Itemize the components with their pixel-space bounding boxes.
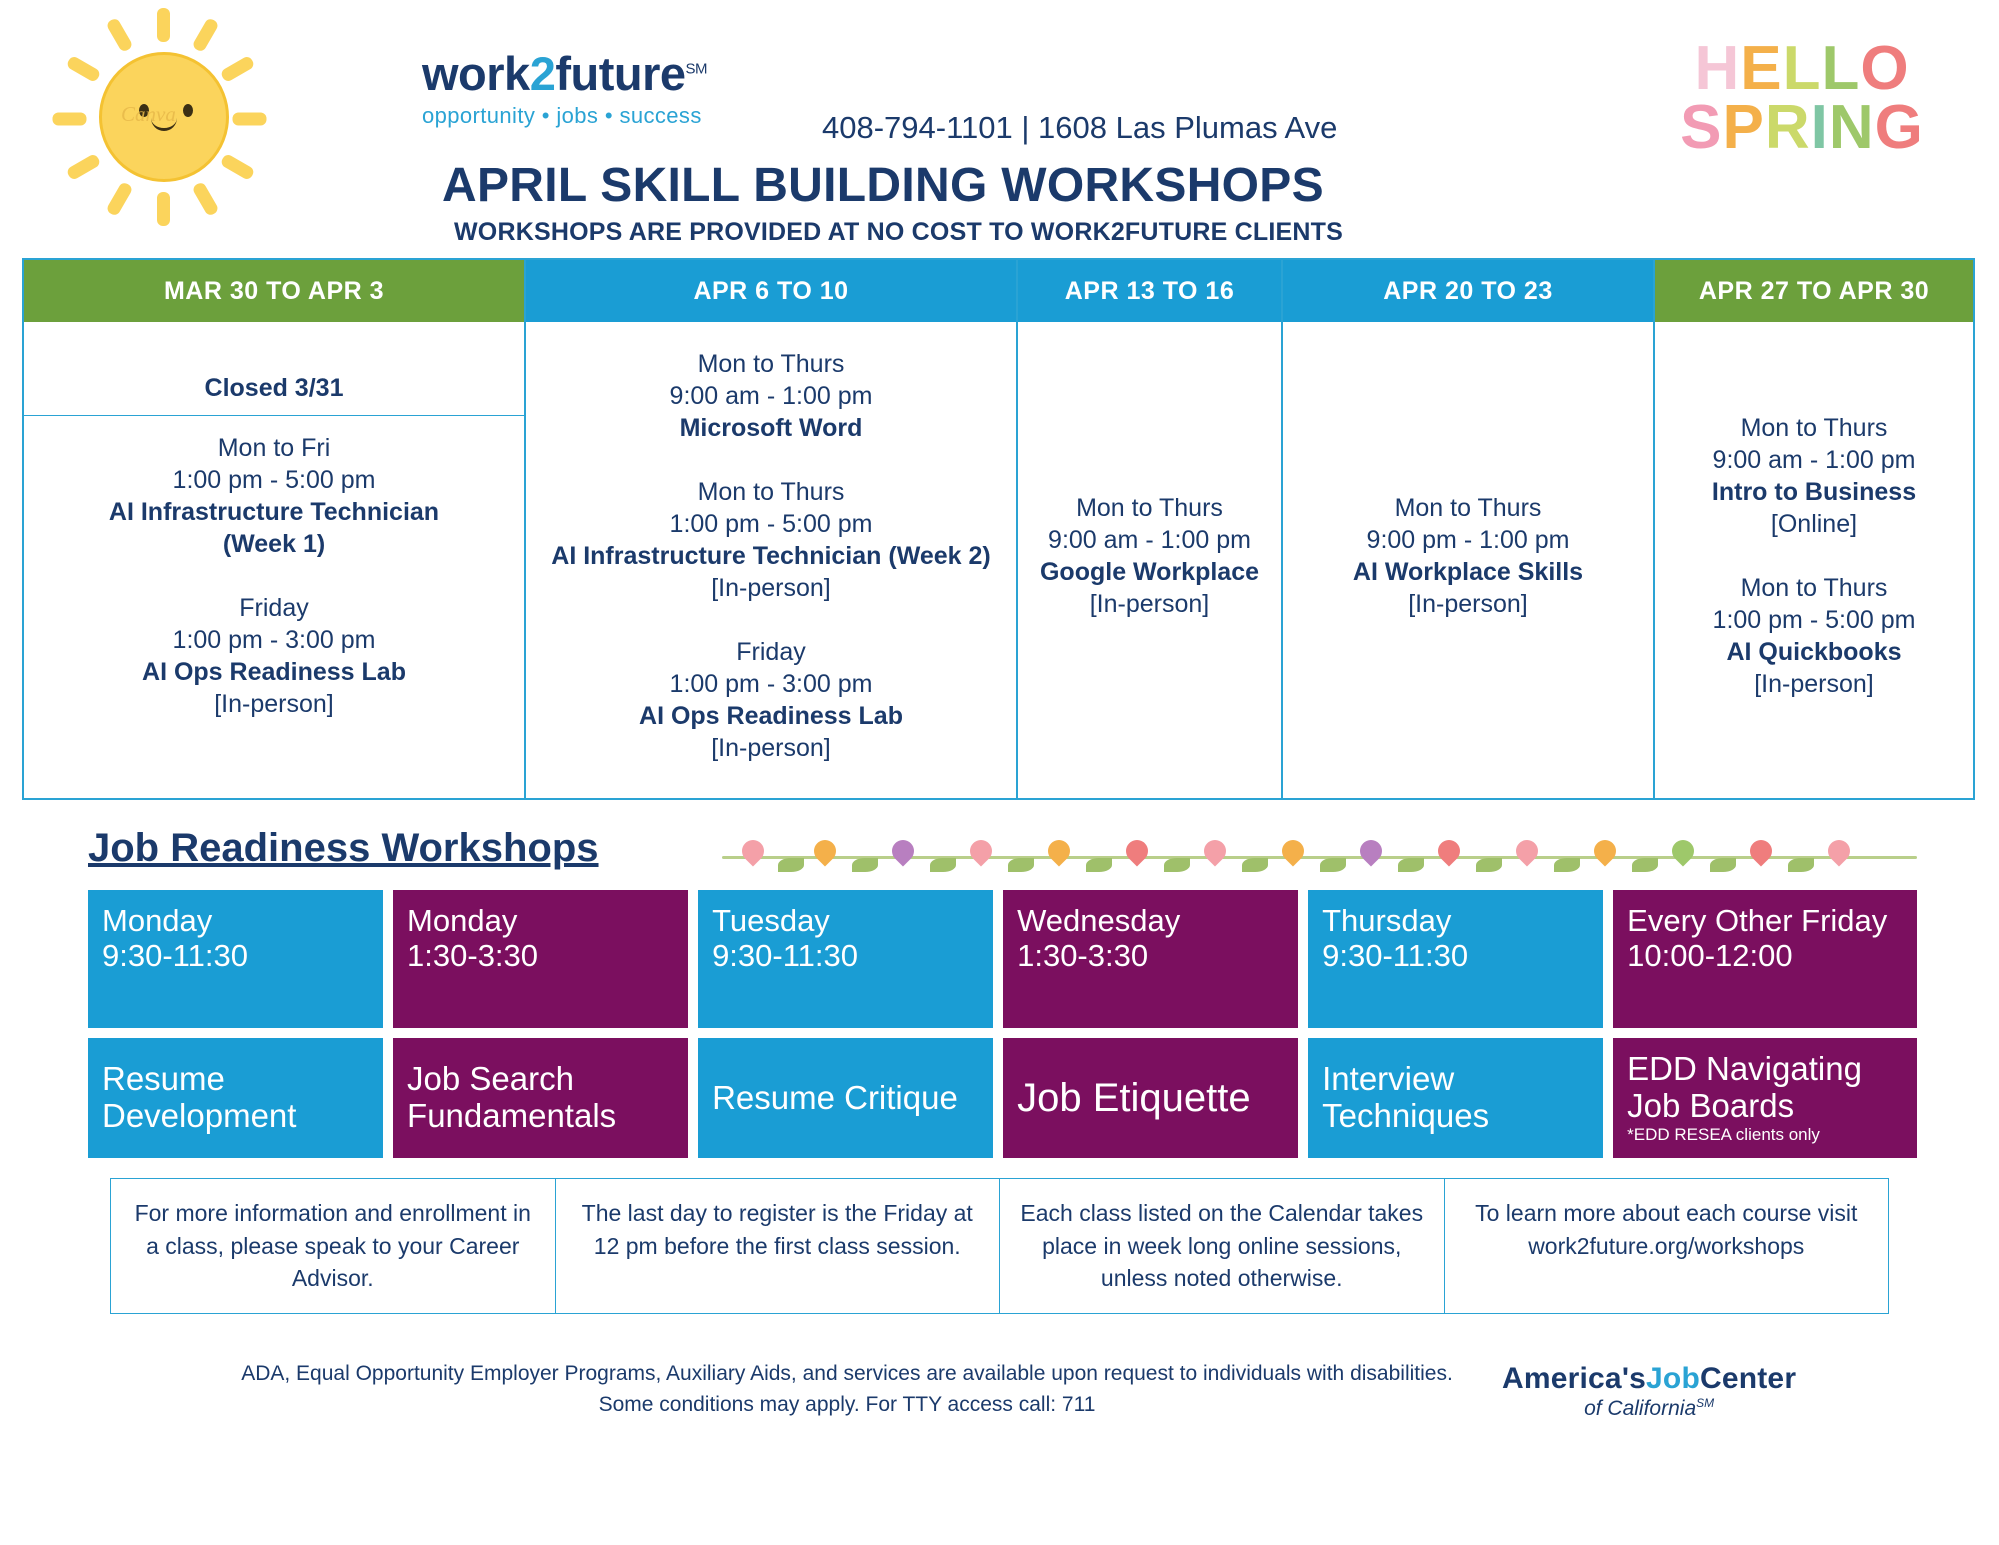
jr-workshop-cell [1003,1038,1298,1158]
job-readiness-column [88,890,383,1158]
entry-time: 9:00 am - 1:00 pm [1712,446,1916,474]
entry-format: [In-person] [1408,590,1528,618]
ajc-apostrophe: 's [1621,1361,1647,1395]
job-readiness-title: Job Readiness Workshops [88,826,599,870]
hello-spring-graphic [1637,34,1967,162]
jr-day-time: 9:30-11:30 [712,937,858,973]
job-readiness-grid [88,890,1917,1158]
page-subtitle: WORKSHOPS ARE PROVIDED AT NO COST TO WORK2FUTURE CLIENTS [454,218,1344,246]
entry-days: Mon to Thurs [697,478,845,506]
calendar-column [24,260,526,798]
jr-day-cell [393,890,688,1028]
job-readiness-header [22,826,1977,882]
workshop-entry [1665,412,1963,540]
calendar-column-body [24,322,524,798]
entry-time: 1:00 pm - 5:00 pm [1712,606,1916,634]
entry-name: AI Workplace Skills [1352,558,1584,586]
entry-name: AI Infrastructure Technician (Week 2) [551,542,991,570]
entry-name: AI Infrastructure Technician [108,498,440,526]
ajc-center: Center [1699,1361,1797,1395]
jr-day-cell [1003,890,1298,1028]
jr-day-cell [698,890,993,1028]
info-notes-bar [110,1178,1889,1314]
entry-days: Friday [239,594,309,622]
workshop-entry [536,636,1006,764]
footer [22,1344,1977,1454]
entry-time: 1:00 pm - 5:00 pm [669,510,873,538]
entry-time: 9:00 pm - 1:00 pm [1366,526,1570,554]
sun-illustration [47,10,282,225]
entry-days: Mon to Thurs [1394,494,1542,522]
jr-day-name: Monday [102,903,213,938]
page-title: APRIL SKILL BUILDING WORKSHOPS [442,159,1324,212]
contact-info: 408-794-1101 | 1608 Las Plumas Ave [822,110,1338,145]
entry-name: Microsoft Word [679,414,863,442]
jr-workshop-name: Resume Development [102,1060,297,1134]
ajc-sm-mark: SM [1696,1395,1715,1410]
jr-day-name: Thursday [1322,903,1452,938]
entry-format: [In-person] [214,690,334,718]
calendar-column [1283,260,1655,798]
job-readiness-column [1308,890,1603,1158]
jr-day-name: Tuesday [712,903,830,938]
entry-days: Friday [736,638,806,666]
entry-days: Mon to Thurs [697,350,845,378]
calendar-column [526,260,1018,798]
calendar-column-body [526,322,1016,798]
entry-days: Mon to Thurs [1740,414,1888,442]
jr-day-time: 1:30-3:30 [407,937,539,973]
calendar-column [1655,260,1973,798]
hello-text: HELLO [1694,34,1910,103]
entry-format: [Online] [1770,510,1858,538]
ajc-america: America [1502,1361,1622,1395]
workshop-calendar [22,258,1975,800]
entry-time: 1:00 pm - 3:00 pm [669,670,873,698]
info-note: To learn more about each course visit work2future.org/workshops [1475,1200,1858,1259]
workshop-entry [536,348,1006,444]
entry-days: Mon to Fri [217,434,331,462]
jr-day-time: 10:00-12:00 [1627,937,1793,973]
jr-day-cell [1613,890,1917,1028]
jr-workshop-cell [1613,1038,1917,1158]
closed-note: Closed 3/31 [24,366,524,416]
logo-sm-mark: SM [685,60,707,78]
entry-time: 1:00 pm - 5:00 pm [172,466,376,494]
calendar-column-header: MAR 30 TO APR 3 [24,260,524,322]
jr-day-cell [88,890,383,1028]
logo-tagline: opportunity • jobs • success [422,103,702,128]
entry-days: Mon to Thurs [1740,574,1888,602]
entry-days: Mon to Thurs [1076,494,1223,522]
entry-name: AI Quickbooks [1726,638,1902,666]
entry-name: AI Ops Readiness Lab [142,658,406,686]
ada-statement: ADA, Equal Opportunity Employer Programs, Auxiliary Aids, and services are available upon request to individuals with disabilities. Some conditions may apply. For TTY access call: 711 [241,1361,1453,1417]
work2future-logo [422,47,782,129]
info-note: Each class listed on the Calendar takes place in week long online sessions, unless noted otherwise. [1000,1179,1445,1313]
entry-format: [In-person] [1754,670,1874,698]
info-note: The last day to register is the Friday at 12 pm before the first class session. [556,1179,1001,1313]
entry-week: (Week 1) [222,530,326,558]
calendar-column-body [1283,322,1653,798]
ajc-california: of California [1584,1396,1697,1420]
workshop-entry [34,592,514,720]
entry-name: Google Workplace [1039,558,1260,586]
workshop-entry [1028,492,1271,620]
jr-day-time: 9:30-11:30 [102,937,248,973]
jr-day-cell [1308,890,1603,1028]
jr-workshop-name: Resume Critique [712,1078,958,1116]
job-readiness-column [393,890,688,1158]
calendar-column-body [1655,322,1973,798]
ajc-job: Job [1646,1361,1700,1395]
jr-workshop-cell [698,1038,993,1158]
logo-text-future: future [555,47,686,100]
jr-workshop-name: Interview Techniques [1322,1060,1490,1134]
workshop-entry [536,476,1006,604]
entry-time: 9:00 am - 1:00 pm [669,382,873,410]
jr-day-time: 9:30-11:30 [1322,937,1469,973]
jr-workshop-cell [88,1038,383,1158]
jr-workshop-name: Job Search Fundamentals [407,1060,617,1134]
workshop-entry [1293,492,1643,620]
calendar-column-header: APR 13 TO 16 [1018,260,1281,322]
floral-vine-decoration [722,832,1917,876]
spring-text: SPRING [1680,92,1924,162]
canva-watermark: Canva [121,102,176,126]
entry-format: [In-person] [711,734,831,762]
job-readiness-column [698,890,993,1158]
workshop-entry [34,432,514,560]
jr-workshop-cell [1308,1038,1603,1158]
jr-day-time: 1:30-3:30 [1017,937,1149,973]
calendar-column-header: APR 27 TO APR 30 [1655,260,1973,322]
entry-time: 9:00 am - 1:00 pm [1048,526,1251,554]
jr-workshop-cell [393,1038,688,1158]
info-note: For more information and enrollment in a class, please speak to your Career Advisor. [111,1179,556,1313]
calendar-column-header: APR 6 TO 10 [526,260,1016,322]
entry-name: AI Ops Readiness Lab [639,702,903,730]
calendar-column [1018,260,1283,798]
jr-workshop-note: *EDD RESEA clients only [1627,1124,1820,1144]
americas-job-center-logo [1502,1362,1796,1421]
entry-name: Intro to Business [1711,478,1917,506]
jr-day-name: Every Other Friday [1627,903,1888,938]
job-readiness-column [1003,890,1298,1158]
calendar-column-body [1018,322,1281,798]
calendar-column-header: APR 20 TO 23 [1283,260,1653,322]
jr-day-name: Monday [407,903,518,938]
jr-workshop-name: EDD Navigating Job Boards [1627,1050,1862,1124]
logo-text-work: work [422,47,530,100]
workshop-entry [1665,572,1963,700]
jr-day-name: Wednesday [1017,903,1181,938]
job-readiness-column [1613,890,1917,1158]
entry-format: [In-person] [711,574,831,602]
header [22,0,1977,250]
logo-text-two: 2 [529,47,556,100]
entry-format: [In-person] [1089,590,1210,618]
jr-workshop-name: Job Etiquette [1017,1075,1251,1120]
entry-time: 1:00 pm - 3:00 pm [172,626,376,654]
